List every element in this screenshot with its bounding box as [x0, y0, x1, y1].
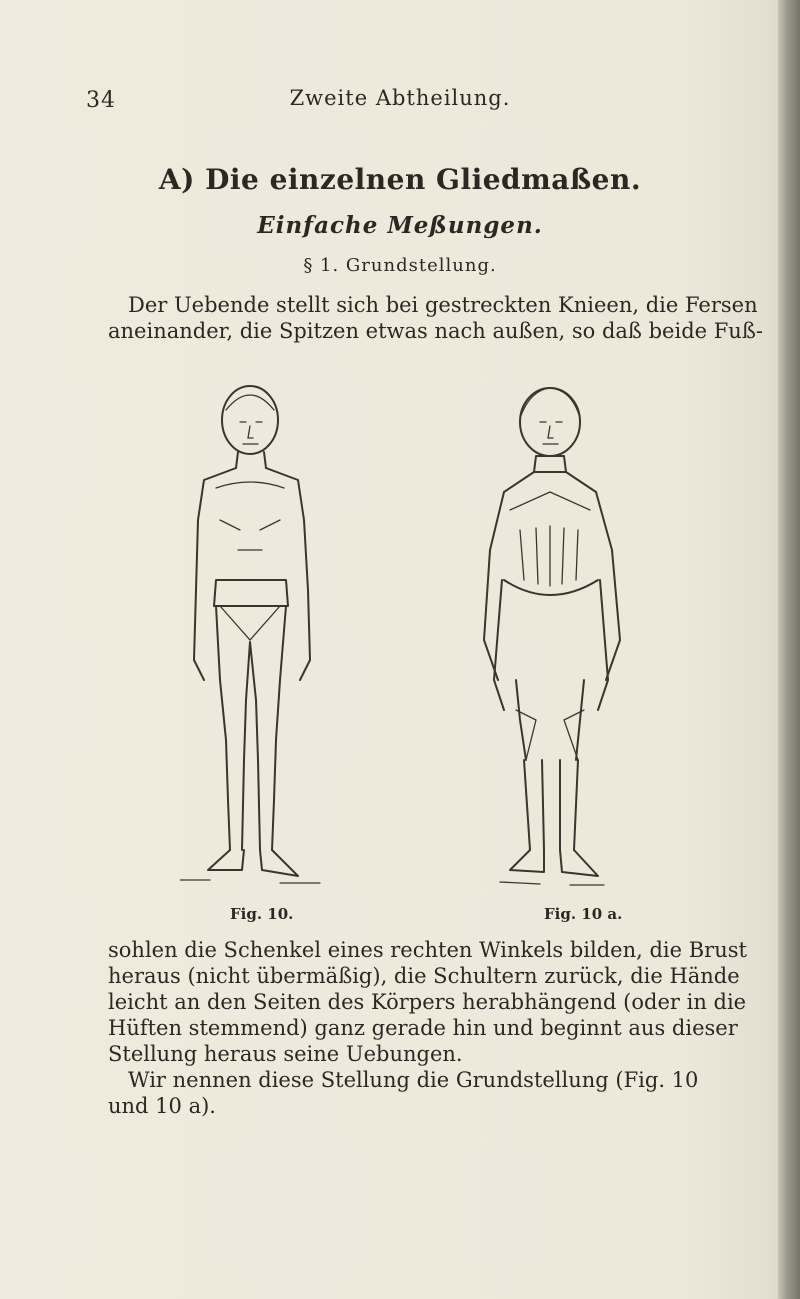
male-figure-illustration — [180, 386, 320, 883]
paragraph-heading: § 1. Grundstellung. — [303, 255, 497, 276]
paragraph-intro — [108, 292, 763, 344]
figure-caption-10: Fig. 10. — [230, 905, 294, 923]
text-line: sohlen die Schenkel eines rechten Winkels bilden, die Brust — [108, 938, 747, 962]
subsection-heading: Einfache Meßungen. — [257, 212, 543, 239]
running-title: Zweite Abtheilung. — [289, 86, 511, 110]
figure-illustrations — [180, 380, 640, 900]
text-line: heraus (nicht übermäßig), die Schultern zurück, die Hände — [108, 964, 740, 988]
female-figure-illustration — [484, 388, 620, 885]
page-number: 34 — [86, 88, 116, 113]
text-line: Hüften stemmend) ganz gerade hin und beginnt aus dieser — [108, 1016, 738, 1040]
paragraph-description — [108, 937, 747, 1119]
text-line: Stellung heraus seine Uebungen. — [108, 1042, 463, 1066]
text-line: Wir nennen diese Stellung die Grundstellung (Fig. 10 — [128, 1068, 699, 1092]
text-line: aneinander, die Spitzen etwas nach außen, so daß beide Fuß- — [108, 319, 763, 343]
section-heading: A) Die einzelnen Gliedmaßen. — [158, 163, 642, 196]
text-line: leicht an den Seiten des Körpers herabhängend (oder in die — [108, 990, 747, 1014]
text-line: Der Uebende stellt sich bei gestreckten Knieen, die Fersen — [128, 293, 758, 317]
figure-caption-10a: Fig. 10 a. — [544, 905, 623, 923]
text-line: und 10 a). — [108, 1094, 216, 1118]
